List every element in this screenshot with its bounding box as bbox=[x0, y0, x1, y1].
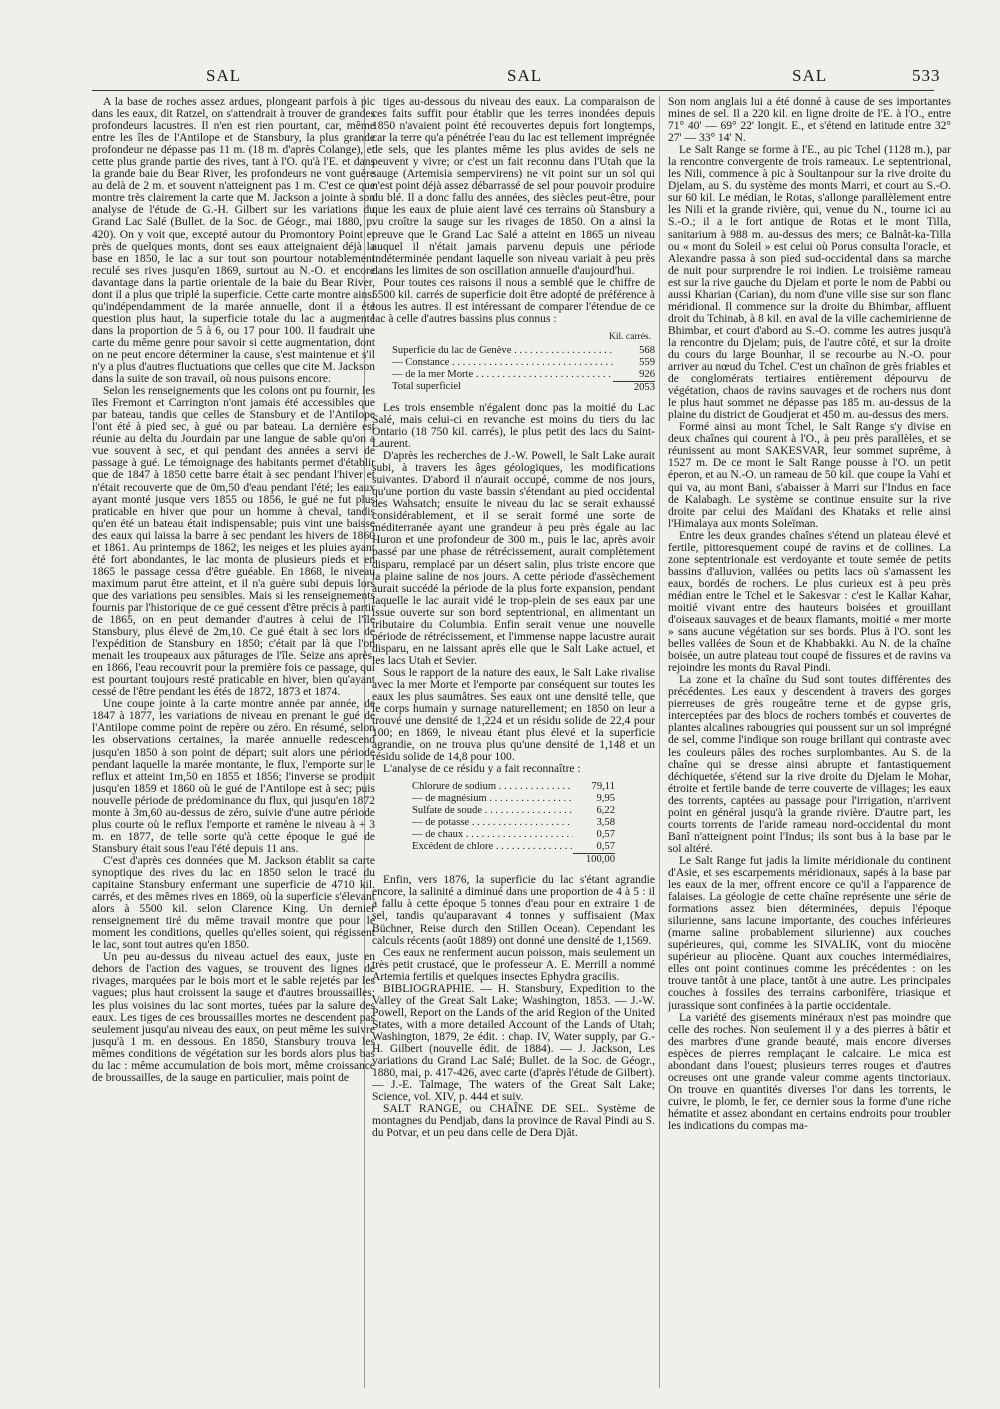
running-head-left: SAL bbox=[206, 66, 242, 85]
table-row: Chlorure de sodium . . . 79,11 bbox=[412, 781, 615, 793]
bibliography: BIBLIOGRAPHIE. — H. Stansbury, Expedition to the Valley of the Great Salt Lake; Washington, 1853. — J.-W. Powell, Report on the Lands of the arid Region of the United States, with a more detailed Account of the Lands of Utah; Washington, 1879, 2e édit. : chap. IV, Water supply, par G.-H. Gilbert (nouvelle édit. de 1884). — J. Jackson, Les variations du Grand Lac Salé; Bullet. de la Soc. de Géogr., 1880, mai, p. 417-426, avec carte (d'après l'étude de Gilbert). — J.-E. Talmage, The waters of the Great Salt Lake; Science, vol. XIV, p. 444 et suiv. bbox=[372, 982, 655, 1104]
lake-area-table bbox=[392, 331, 655, 394]
table-row: Excédent de chlore . . . 0,57 bbox=[412, 841, 615, 853]
paragraph: Sous le rapport de la nature des eaux, le Salt Lake rivalise avec la mer Morte et l'emporte par conséquent sur toutes les eaux les plus saumâtres. Ses eaux ont une densité telle, que le corps humain y surnage naturellement; en 1850 on leur a trouvé une densité de 1,224 et un résidu solide de 22,4 pour 100; en 1869, le niveau étant plus élevé et la superficie agrandie, on ne trouva plus qu'une densité de 1,148 et un résidu solide de 14,8 pour 100. bbox=[372, 666, 655, 764]
paragraph: C'est d'après ces données que M. Jackson établit sa carte synoptique des rives du lac en 1850 selon le tracé du capitaine Stansbury enfermant une superficie de 4710 kil. carrés, et des mêmes rives en 1869, où la superficie s'élevant alors à 5500 kil. selon Clarence King. Un dernier renseignement tiré du même travail montre que pour le moment les conditions, quelles qu'elles soient, qui régissent le lac, sont tout autres qu'en 1850. bbox=[92, 854, 375, 952]
paragraph: Le Salt Range se forme à l'E., au pic Tchel (1128 m.), par la rencontre convergente de trois rameaux. Le septentrional, les Nili, commence à pic à Soultanpour sur la rive droite du Djelam, au S. du système des monts Marri, et court au S.-O. sur 60 kil. Le médian, le Rotas, s'allonge parallèlement entre les Nili et la grande rivière, qui, venue du N., tourne ici au S.-O.; il a le fort antique de Rotas et le mont Tilla, sanitarium à 988 m. au-dessus des mers; ce Balnât-ka-Tilla ou « mont du Soleil » est celui où Porus consulta l'oracle, et Alexandre passa à son pied sud-occidental dans sa marche de nuit pour surprendre le roi indien. Le troisième rameau est sur la rive gauche du Djelam et porte le nom de Pabbi ou aussi Kharian (Carian), du nom d'une ville sise sur son flanc méridional. Il commence sur la droite du Bhimbar, affluent droit du Tchinab, à 8 kil. en aval de la ville cachemirienne de Bhimbar, et court d'abord au S.-O. comme les autres jusqu'à la rencontre du Djelam; puis, de l'autre côté, et sur la droite du cours du large Bounhar, il se recourbe au N.-O. pour arriver au nœud du Tchel. C'est un chaînon de grès friables et de conglomérats tertiaires entièrement dépourvu de végétation, chaos de ravins sauvages et de rochers nus dont le plus haut sommet ne dépasse pas 185 m. au-dessus de la plaine du district de Goudjerat et 450 m. au-dessus des mers. bbox=[668, 144, 951, 422]
paragraph: Les trois ensemble n'égalent donc pas la moitié du Lac Salé, mais celui-ci en revanche est moins du tiers du lac Ontario (18 750 kil. carrés), le plus petit des lacs du Saint-Laurent. bbox=[372, 401, 655, 451]
running-head-center: SAL bbox=[507, 66, 543, 85]
column-2 bbox=[372, 96, 655, 1396]
table-total-row: Total superficiel 2053 bbox=[392, 380, 655, 393]
paragraph: Un peu au-dessus du niveau actuel des eaux, juste en dehors de l'action des vagues, se trouvent des lignes de rivages, marquées par le bois mort et le sable rejetés par les vagues; plus haut croissent la sauge et d'autres broussailles; les plus voisines du lac sont mortes, tuées par la salure des eaux. Les tiges de ces broussailles mortes ne descendent pas seulement jusqu'au niveau des eaux, on peut même les suivre jusqu'à 1 m. en dessous. En 1850, Stansbury trouva les mêmes conditions de végétation sur les bords alors plus bas du lac : même accumulation de bois mort, même croissance de broussailles, de la sauge en particulier, mais point de bbox=[92, 951, 375, 1084]
paragraph: Ces eaux ne renferment aucun poisson, mais seulement un très petit crustacé, que le professeur A. E. Merrill a nommé Artemia fertilis et quelques insectes Ephydra gracilis. bbox=[372, 946, 655, 983]
residue-analysis-table bbox=[412, 781, 615, 866]
table-row: — de potasse . . . 3,58 bbox=[412, 817, 615, 829]
table-row: — Constance . . . 559 bbox=[392, 357, 655, 369]
entry-salt-range: SALT RANGE, ou CHAÎNE DE SEL. Système de montagnes du Pendjab, dans la province de Raval Pindi au S. du Potvar, et un peu dans celle de Dera Djât. bbox=[372, 1103, 655, 1140]
table-unit: Kil. carrés. bbox=[609, 331, 651, 342]
table-row: — de magnésium . . . 9,95 bbox=[412, 793, 615, 805]
header-rule bbox=[92, 90, 934, 91]
paragraph: La variété des gisements minéraux n'est pas moindre que celle des roches. Non seulement il y a des pierres à bâtir et des marbres d'une grande beauté, mais encore diverses espèces de pierres remplaçant le calcaire. Le mica est abondant dans l'ouest; plusieurs terres rouges et d'autres ocreuses ont une grande valeur comme agents tinctoriaux. On trouve en quantités diverses l'or dans les torrents, le cuivre, le plomb, le fer, ce dernier sous la forme d'une riche hématite et assez abondant en certains endroits pour troubler les indications du compas ma- bbox=[668, 1011, 951, 1132]
paragraph: Selon les renseignements que les colons ont pu fournir, les îles Fremont et Carrington n'ont jamais été accessibles que par bateau, tandis que celles de Stansbury et de l'Antilope l'ont été à pied sec, à gué ou par bateau. La dernière est réunie au delta du Jourdain par une langue de sable qu'on a vue souvent à sec, et qui pendant des années a servi de passage à gué. Le témoignage des habitants permet d'établir que de 1847 à 1850 cette barre était à sec pendant l'hiver et n'était recouverte que de 0m,50 d'eau pendant l'été; les eaux ayant monté jusque vers 1855 ou 1856, le gué ne fut plus praticable en hiver que pour un homme à cheval, tandis qu'en été un bateau était indispensable; puis vint une baisse des eaux qui laissa la barre à sec pendant les hivers de 1860 et 1861. Au printemps de 1862, les neiges et les pluies ayant été fort abondantes, le lac monta de plusieurs pieds et en 1865 le passage cessa d'être guéable. En 1868, le niveau maximum parut être atteint, et il n'a guère subi depuis lors que des variations peu sensibles. Mais si les renseignements fournis par l'historique de ce gué cessent d'être précis à partir de 1865, on en peut demander d'autres à celui de l'île Stansbury, plus élevé de 2m,10. Ce gué était à sec lors de l'expédition de Stansbury en 1850; c'était par là que l'on menait les troupeaux aux pâturages de l'île. Seize ans après, en 1866, l'eau recouvrit pour la première fois ce passage, qui est pourtant toujours resté praticable en hiver, bien qu'ayant cessé de l'être pendant les étés de 1872, 1873 et 1874. bbox=[92, 385, 375, 699]
table-row: Superficie du lac de Genève . . . 568 bbox=[392, 345, 655, 357]
paragraph: Enfin, vers 1876, la superficie du lac s'étant agrandie encore, la salinité a diminué dans une proportion de 4 à 5 : il a fallu à cette époque 5 tonnes d'eau pour en extraire 1 de sel, tandis qu'auparavant 4 tonnes y suffisaient (Max Büchner, Reise durch den Stillen Ocean). Cependant les calculs récents (août 1889) ont donné une densité de 1,1569. bbox=[372, 874, 655, 947]
paragraph: Pour toutes ces raisons il nous a semblé que le chiffre de 5500 kil. carrés de superficie doit être adopté de préférence à tous les autres. Il est intéressant de comparer l'étendue de ce lac à celle d'autres bassins plus connus : bbox=[372, 276, 655, 325]
paragraph: Entre les deux grandes chaînes s'étend un plateau élevé et fertile, pittoresquement coupé de ravins et de collines. La zone septentrionale est verdoyante et toute semée de petits bassins d'alluvion, vallées ou petits lacs où s'amassent les eaux, bordés de rochers. Le plus curieux est à peu près médian entre le Tchel et le Sakesvar : c'est le Kallar Kahar, moitié vivant entre des hauteurs boisées et grouillant d'oiseaux sauvages et de beaux flamants, moitié « mer morte » sans aucune végétation sur ses bords. Plus à l'O. sont les belles vallées de Soun et de Khabbakki. Au N. de la chaîne boisée, un autre plateau tout coupé de fissures et de ravins va rejoindre les monts du Raval Pindi. bbox=[668, 529, 951, 675]
paragraph: D'après les recherches de J.-W. Powell, le Salt Lake aurait subi, à travers les âges géologiques, les modifications suivantes. D'abord il n'aurait occupé, comme de nos jours, qu'une portion du vaste bassin s'étendant au pied occidental des Wahsatch; ensuite le niveau du lac se serait exhaussé considérablement, et il se serait formé une sorte de méditerranée ayant une grandeur à peu près égale au lac Huron et une profondeur de 300 m., puis le lac, après avoir passé par une phase de rétrécissement, aurait complètement disparu, remplacé par un désert salin, plus triste encore que la plaine saline de nos jours. A cette période d'assèchement aurait succédé la période de la plus forte expansion, pendant laquelle le lac aurait vidé le trop-plein de ses eaux par une issue ouverte sur son bord septentrional, en alimentant un tributaire du Columbia. Enfin serait venue une nouvelle période de rétrécissement, et l'immense nappe lacustre aurait disparu, en ne laissant après elle que le Salt Lake actuel, et les lacs Utah et Sevier. bbox=[372, 450, 655, 667]
paragraph: L'analyse de ce résidu y a fait reconnaître : bbox=[383, 763, 581, 776]
table-total-row: 100,00 bbox=[412, 853, 615, 866]
paragraph: Le Salt Range fut jadis la limite méridionale du continent d'Asie, et ses escarpements méridionaux, sapés à la base par les eaux de la mer, offrent encore ce qu'il a l'apparence de falaises. La géologie de cette chaîne représente une série de formations assez bien déterminées, depuis l'époque silurienne, sans lacune importante, des couches inférieures (marne saline probablement silurienne) aux couches supérieures, qui, comme les SIVALIK, vont du miocène supérieur au pliocène. Quant aux couches intermédiaires, elles ont point continues comme les précédentes : on les trouve tantôt à une place, tantôt à une autre. Les principales couches à fossiles des terrains carbonifère, triasique et jurassique sont confinées à la partie occidentale. bbox=[668, 854, 951, 1012]
page-number: 533 bbox=[912, 66, 941, 85]
table-row: Sulfate de soude . . . 6,22 bbox=[412, 805, 615, 817]
column-3 bbox=[668, 96, 951, 1396]
table-row: — de la mer Morte . . . 926 bbox=[392, 369, 655, 381]
column-separator bbox=[659, 96, 660, 1388]
running-head-right: SAL bbox=[792, 66, 828, 85]
table-row: — de chaux . . . 0,57 bbox=[412, 829, 615, 841]
paragraph: A la base de roches assez ardues, plongeant parfois à pic dans les eaux, dit Ratzel, on s'attendrait à trouver de grandes profondeurs lacustres. Il n'en est rien pourtant, car, même entre les îles de l'Antilope et de Stansbury, la plus grande profondeur ne dépasse pas 11 m. (18 m. d'après Colange), et cette plus grande partie des rives, tant à l'O. qu'à l'E. et dans la grande baie du Bear River, les profondeurs ne vont guère au delà de 2 m. et souvent n'atteignent pas 1 m. C'est ce que montre très clairement la carte que M. Jackson a jointe à son analyse de l'étude de G.-H. Gilbert sur les variations du Grand Lac Salé (Bullet. de la Soc. de Géogr., mai 1880, p. 420). On y voit que, excepté autour du Promontory Point et près de quelques monts, dont ses eaux atteignaient déjà la base en 1850, le lac a sur tout son pourtour notablement reculé ses rives jusqu'en 1869, surtout au N.-O. et encore davantage dans la partie orientale de la baie du Bear River, dont il a plus que triplé la superficie. Cette carte montre ainsi qu'indépendamment de la marée annuelle, dont il a été question plus haut, la superficie totale du lac a augmenté dans la proportion de 5 à 6, ou 17 pour 100. Il faudrait une carte du même genre pour savoir si cette augmentation, dont on ne peut encore déterminer la cause, s'est maintenue et s'il n'y a plus d'autres fluctuations que celles que cite M. Jackson dans la suite de son travail, où nous puisons encore. bbox=[92, 96, 375, 386]
paragraph: Formé ainsi au mont Tchel, le Salt Range s'y divise en deux chaînes qui courent à l'O., à peu près parallèles, et se réunissent au mont SAKESVAR, leur sommet suprême, à 1527 m. De ce mont le Salt Range pousse à l'O. un petit éperon, et au N.-O. un rameau de 50 kil. que coupe la Vahi et qui va, au mont Bani, s'abaisser à Marri sur l'Indus en face de Kalabagh. Le système se continue ensuite sur la rive droite par celui des Maïdani des Khataks et relie ainsi l'Himalaya aux monts Soleïman. bbox=[668, 421, 951, 530]
paragraph: La zone et la chaîne du Sud sont toutes différentes des précédentes. Les eaux y descendent à travers des gorges pierreuses de grès rougeâtre terne et de gypse gris, interceptées par des blocs de rochers tombés et couvertes de plantes alcalines rabougries qui poussent sur un sol imprégné de sel, comme l'indique son rouge brillant qui contraste avec les couleurs pâles des roches surplombantes. Au S. de la chaîne qui se dresse ainsi abrupte et fantastiquement déchiquetée, s'étend sur la rive droite du Djelam le Mohar, étroite et fertile bande de terre couverte de villages; les eaux des torrents, captées au passage pour l'irrigation, n'arrivent point en général jusqu'à la grande rivière. D'autre part, les courts torrents de l'aride rameau nord-occidental du mont Banî n'atteignent point l'Indus; ils sont bus à la base par le sol altéré. bbox=[668, 674, 951, 855]
column-1 bbox=[92, 96, 375, 1396]
paragraph: Son nom anglais lui a été donné à cause de ses importantes mines de sel. Il a 220 kil. en ligne droite de l'E. à l'O., entre 71° 40' — 69° 22' longit. E., et s'étend en latitude entre 32° 27' — 33° 14' N. bbox=[668, 96, 951, 145]
paragraph: Une coupe jointe à la carte montre année par année, de 1847 à 1877, les variations de niveau en prenant le gué de l'Antilope comme point de repère ou zéro. En résumé, selon les observations certaines, la marée annuelle redescend jusqu'en 1850 à son point de départ; suit alors une période pendant laquelle la marée montante, le flux, l'emporte sur le reflux et atteint 1m,50 en 1855 et 1856; l'inverse se produit jusqu'en 1859 et 1860 où le gué de l'Antilope est à sec; puis nouvelle période de prédominance du flux, qui jusqu'en 1872 monte à 3m,60 au-dessus de zéro, suivie d'une autre période plus courte où le reflux l'emporte et ramène le niveau à + 3 m. en 1877, de telle sorte qu'à cette époque le gué de Stansbury était sous l'eau l'été depuis 11 ans. bbox=[92, 698, 375, 855]
paragraph: tiges au-dessous du niveau des eaux. La comparaison de ces faits suffit pour établir que les terres inondées depuis 1850 n'avaient point été recouvertes depuis fort longtemps, car la terre qu'a pénétrée l'eau du lac est tellement imprégnée de sels, que les plantes même les plus avides de sels ne peuvent y vivre; or c'est un fait reconnu dans l'Utah que la sauge (Artemisia sempervirens) ne vit point sur un sol qui n'est point déjà assez débarrassé de sel pour pouvoir produire du blé. Il a donc fallu des années, des siècles peut-être, pour que les eaux de pluie aient lavé ces terrains où Stansbury a vu croître la sauge sur les rivages de 1850. On a ainsi la preuve que le Grand Lac Salé a atteint en 1865 un niveau auquel il n'était jamais parvenu depuis une période indéterminée pendant laquelle son niveau variait à peu près dans les limites de son oscillation annuelle d'aujourd'hui. bbox=[372, 96, 655, 277]
